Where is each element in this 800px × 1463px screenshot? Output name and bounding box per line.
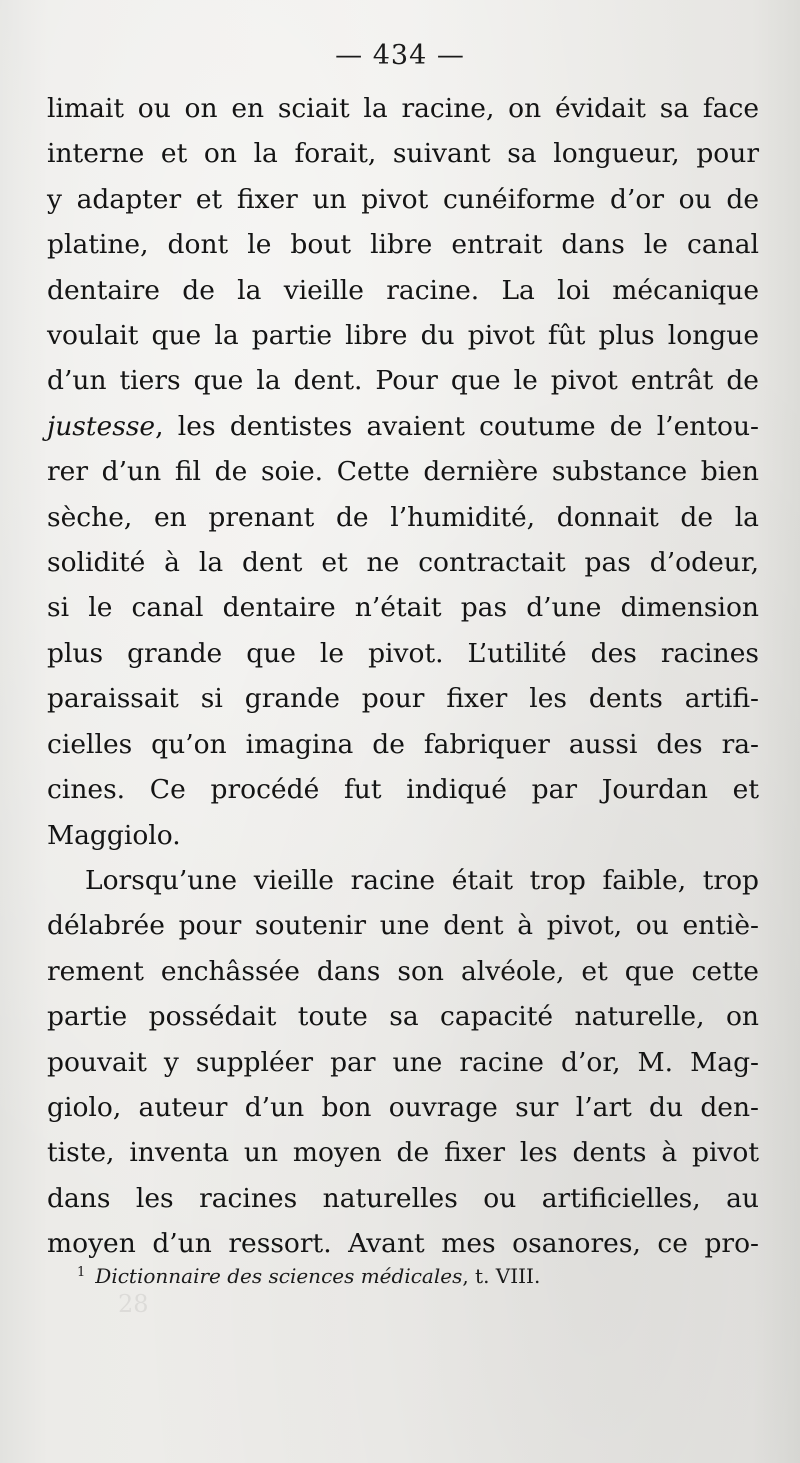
text-line: si le canal dentaire n’était pas d’une dimension bbox=[47, 592, 759, 624]
text-line: plus grande que le pivot. L’utilité des racines bbox=[47, 637, 759, 669]
footnote-rest: , t. VIII. bbox=[462, 1264, 541, 1288]
text-line-rest: , les dentistes avaient coutume de l’entou- bbox=[155, 410, 759, 442]
text-line: pouvait y suppléer par une racine d’or, M. Mag- bbox=[47, 1046, 759, 1078]
text-line: tiste, inventa un moyen de fixer les dents à pivot bbox=[47, 1137, 759, 1169]
text-line: dans les racines naturelles ou artificielles, au bbox=[47, 1182, 759, 1214]
text-line: sèche, en prenant de l’humidité, donnait de la bbox=[47, 501, 759, 533]
text-line: platine, dont le bout libre entrait dans le canal bbox=[47, 229, 759, 261]
italic-word: justesse bbox=[47, 410, 156, 442]
text-line: cielles qu’on imagina de fabriquer aussi des ra- bbox=[47, 728, 759, 760]
text-line: moyen d’un ressort. Avant mes osanores, ce pro- bbox=[47, 1228, 759, 1260]
text-line: d’un tiers que la dent. Pour que le pivot entrât de bbox=[47, 365, 759, 397]
text-line: rer d’un fil de soie. Cette dernière substance bien bbox=[47, 456, 759, 488]
signature-mark: 28 bbox=[118, 1290, 149, 1318]
text-line: Lorsqu’une vieille racine était trop faible, trop bbox=[85, 864, 759, 896]
text-line: voulait que la partie libre du pivot fût plus longue bbox=[47, 320, 759, 352]
text-line: limait ou on en sciait la racine, on évidait sa face bbox=[47, 93, 759, 124]
text-line: partie possédait toute sa capacité naturelle, on bbox=[47, 1001, 759, 1033]
body-text bbox=[47, 86, 759, 1267]
text-line: paraissait si grande pour fixer les dents artifi- bbox=[47, 683, 759, 715]
text-line: giolo, auteur d’un bon ouvrage sur l’art du den- bbox=[47, 1091, 759, 1123]
text-line: délabrée pour soutenir une dent à pivot, ou entiè- bbox=[47, 910, 759, 942]
text-line: cines. Ce procédé fut indiqué par Jourdan et bbox=[47, 774, 759, 806]
footnote-title: Dictionnaire des sciences médicales bbox=[95, 1264, 463, 1288]
text-line: solidité à la dent et ne contractait pas d’odeur, bbox=[47, 547, 759, 579]
text-line-with-italic bbox=[47, 404, 759, 449]
text-line: Maggiolo. bbox=[47, 819, 181, 851]
footnote-mark: 1 bbox=[77, 1265, 86, 1280]
text-line: dentaire de la vieille racine. La loi mécanique bbox=[47, 274, 759, 306]
text-line: rement enchâssée dans son alvéole, et que cette bbox=[47, 955, 759, 987]
page-number: — 434 — bbox=[335, 40, 465, 71]
footnote bbox=[77, 1264, 540, 1288]
text-line: interne et on la forait, suivant sa longueur, pour bbox=[47, 138, 759, 170]
text-line: y adapter et fixer un pivot cunéiforme d’or ou de bbox=[47, 183, 759, 215]
